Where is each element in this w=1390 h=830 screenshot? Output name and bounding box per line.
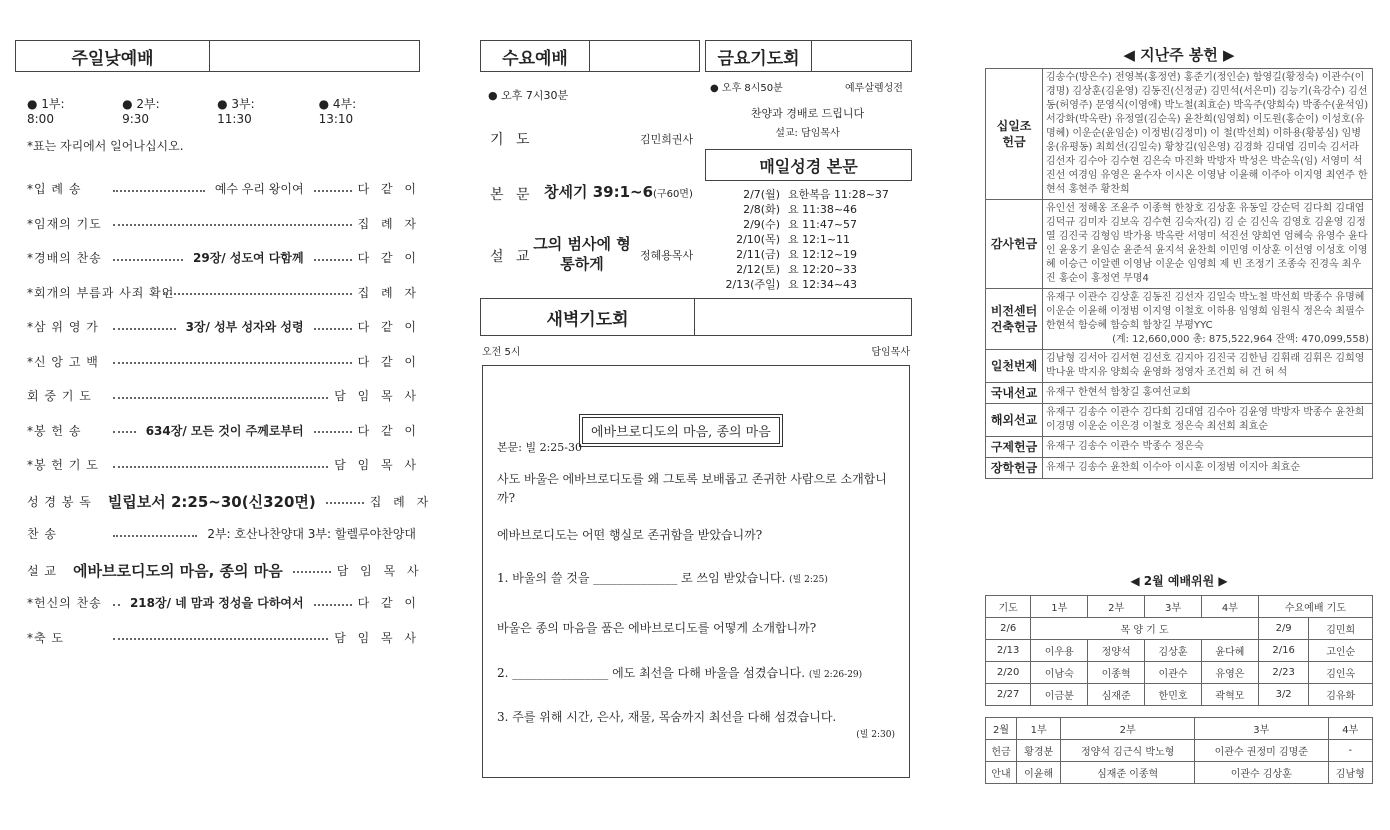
- offering-head: 감사헌금: [986, 200, 1043, 289]
- study-a3-ref: (빌 2:30): [856, 730, 895, 740]
- order-row: [27, 249, 420, 266]
- bible-day: 2/9(수): [743, 218, 780, 231]
- offering-names: 김송수(방은수) 전영복(홍정연) 홍준기(정인순) 함영길(황정숙) 이관수(이경명) 김상훈(김윤영) 김동진(신정균) 김민석(서은미) 김능기(육강수) 김선동(허영주) 문영식(이영애) 박노철(최효순) 박옥주(양희숙) 박종수(윤석임) 서강화(박옥란) 유정열(김순옥) 윤찬희(임영희) 이도원(홍순이) 이성호(유명혜) 이운순(윤임순) 이정범(김정미) 이 철(박선희) 이하용(황봉심) 임병웅(유평동) 최희선(김일숙) 황창길(임은영) 김경화 김대엽 김미숙 김서라 김선자 김수아 김수현 김은숙 마진화 박방자 박성은 박순옥(임) 서영미 석진선 여경임 유영은 윤수자 이시온 이영남 이윤해 이주아 이지영 최연주 한현석 홍현주 황찬희: [1043, 69, 1373, 200]
- dawn-leader: 담임목사: [871, 347, 910, 358]
- text-ref: 창세기 39:1~6(구60면): [544, 183, 693, 201]
- order-content: 빌립보서 2:25~30(신320면): [107, 492, 316, 511]
- duty-head-cell: 2월: [986, 718, 1017, 740]
- duty-cell: 이관수 권정미 김명준: [1194, 740, 1328, 762]
- leader-dots: [314, 186, 352, 192]
- duty-cell: 이관수 김상훈: [1194, 762, 1328, 784]
- study-q1: 사도 바울은 에바브로디도를 왜 그토록 보배롭고 존귀한 사람으로 소개합니까?: [497, 472, 887, 505]
- committee-cell: 2/23: [1258, 662, 1309, 684]
- committee-head-cell: 3부: [1145, 596, 1202, 618]
- duty-cell: 황경분: [1016, 740, 1060, 762]
- committee-cell: 목 양 기 도: [1031, 618, 1259, 640]
- order-content: 에바브로디도의 마음, 종의 마음: [73, 561, 283, 580]
- order-row: [27, 491, 433, 512]
- committee-row: [986, 662, 1373, 684]
- bible-day: 2/7(월): [743, 188, 780, 201]
- friday-title: 금요기도회: [706, 41, 812, 71]
- committee-head-cell: 4부: [1201, 596, 1258, 618]
- duty-head-cell: 2부: [1061, 718, 1195, 740]
- sunday-title: 주일낮예배: [16, 41, 210, 71]
- offering-table: [985, 68, 1373, 479]
- sermon-by: 정혜용목사: [640, 249, 694, 262]
- committee-header: [986, 596, 1373, 618]
- order-row: [27, 629, 420, 646]
- time-1: ● 1부: 8:00: [27, 97, 65, 126]
- leader-dots: [113, 358, 352, 364]
- offering-row: [986, 383, 1373, 404]
- order-leader: 담 임 목 사: [334, 458, 420, 472]
- dawn-time: 오전 5시: [482, 347, 521, 358]
- duty-head-cell: 1부: [1016, 718, 1060, 740]
- sunday-title-box: [15, 40, 420, 72]
- committee-row: [986, 618, 1373, 640]
- duty-head-cell: 3부: [1194, 718, 1328, 740]
- committee-cell: 윤다혜: [1201, 640, 1258, 662]
- daily-bible-title: 매일성경 본문: [705, 149, 912, 181]
- offering-row: [986, 437, 1373, 458]
- committee-cell: 이관수: [1145, 662, 1202, 684]
- offering-names: 유재구 김송수 이관수 김다희 김대엽 김수아 김윤영 박방자 박종수 윤찬희 이경명 이운순 이은경 이철호 정은숙 최선희 최효순: [1043, 404, 1373, 437]
- committee-cell: 2/13: [986, 640, 1031, 662]
- order-row: [27, 560, 423, 581]
- committee-row: [986, 684, 1373, 706]
- order-row: [27, 318, 420, 335]
- bible-day: 2/10(목): [736, 233, 780, 246]
- committee-table: [985, 595, 1373, 706]
- sermon-label: 설 교: [490, 249, 534, 265]
- duty-cell: 심재준 이종혁: [1061, 762, 1195, 784]
- order-leader: 다 같 이: [357, 596, 420, 610]
- friday-time: ● 오후 8시50분: [710, 83, 783, 94]
- study-box: [482, 365, 910, 778]
- study-ref: 본문: 빌 2:25-30: [497, 441, 582, 454]
- order-name: *봉 헌 기 도: [27, 458, 99, 472]
- study-title: 에바브로디도의 마음, 종의 마음: [582, 417, 780, 444]
- committee-cell: 2/20: [986, 662, 1031, 684]
- prayer-label: 기 도: [490, 132, 534, 148]
- offering-row: [986, 404, 1373, 437]
- committee-cell: 2/16: [1258, 640, 1309, 662]
- leader-dots: [113, 393, 328, 399]
- duty-head-cell: 4부: [1328, 718, 1372, 740]
- bible-day: 2/12(토): [736, 263, 780, 276]
- friday-title-box: [705, 40, 912, 72]
- order-row: [27, 284, 420, 301]
- committee-head-cell: 2부: [1088, 596, 1145, 618]
- order-content: 634장/ 모든 것이 주께로부터: [145, 423, 304, 438]
- study-a3: 3. 주를 위해 시간, 은사, 재물, 목숨까지 최선을 다해 섬겼습니다.: [497, 710, 837, 724]
- leader-dots: [113, 634, 328, 640]
- order-name: 회 중 기 도: [27, 389, 92, 403]
- order-leader: 담 임 목 사: [334, 630, 420, 645]
- middle-column: [480, 0, 915, 830]
- order-row: [27, 422, 420, 439]
- leader-dots: [314, 600, 352, 606]
- order-leader: 다 같 이: [357, 320, 420, 334]
- dawn-title: 새벽기도회: [481, 299, 695, 335]
- leader-dots: [113, 186, 205, 192]
- order-content: 29장/ 성도여 다함께: [193, 251, 304, 265]
- bible-day: 2/11(금): [736, 248, 780, 261]
- friday-line2: 설교: 담임목사: [775, 128, 840, 139]
- order-leader: 집 례 자: [357, 216, 420, 231]
- order-name: 찬 송: [27, 527, 57, 541]
- committee-cell: 유영은: [1201, 662, 1258, 684]
- order-row: [27, 353, 420, 370]
- order-name: *회개의 부름과 사죄 확언: [27, 285, 175, 300]
- committee-cell: 김민희: [1309, 618, 1373, 640]
- order-leader: 담 임 목 사: [336, 563, 423, 578]
- wednesday-time: ● 오후 7시30분: [488, 89, 569, 102]
- leader-dots: [314, 255, 352, 261]
- sunday-column: [15, 0, 433, 830]
- committee-head-cell: 수요예배 기도: [1258, 596, 1372, 618]
- bible-ref: 요 11:47~57: [788, 218, 858, 231]
- order-name: *입 례 송: [27, 182, 82, 196]
- duty-row: [986, 740, 1373, 762]
- offering-row: [986, 289, 1373, 350]
- committee-cell: 3/2: [1258, 684, 1309, 706]
- offering-row: [986, 69, 1373, 200]
- committee-row: [986, 640, 1373, 662]
- bible-day: 2/13(주일): [725, 278, 780, 291]
- committee-cell: 심재준: [1088, 684, 1145, 706]
- offering-names: 유재구 이관수 김상훈 김동진 김선자 김일숙 박노철 박선희 박종수 유명혜 이운순 이윤해 이정범 이지영 이철호 이하용 임영희 임원식 정은숙 최필수 한현석 함승혜 함승희 함창길 부평YYC (계: 12,660,000 총: 875,522,964 잔액: 470,099,558): [1043, 289, 1373, 350]
- committee-title: ◀ 2월 예배위원 ▶: [1130, 574, 1228, 588]
- order-leader: 담 임 목 사: [334, 389, 420, 403]
- leader-dots: [326, 498, 364, 504]
- bible-ref: 요 12:20~33: [788, 263, 858, 276]
- leader-dots: [314, 324, 352, 330]
- offering-names: 유재구 한현석 함창길 홍여선교회: [1043, 383, 1373, 404]
- duty-cell: 이윤해: [1016, 762, 1060, 784]
- leader-dots: [113, 531, 197, 537]
- leader-dots: [113, 427, 136, 433]
- standing-note: *표는 자리에서 일어나십시오.: [27, 139, 184, 153]
- offering-names: 유재구 김송수 윤찬희 이수아 이시훈 이정범 이지아 최효순: [1043, 458, 1373, 479]
- offering-row: [986, 458, 1373, 479]
- duty-cell: -: [1328, 740, 1372, 762]
- bible-ref: 요 12:1~11: [788, 233, 851, 246]
- offering-head: 국내선교: [986, 383, 1043, 404]
- order-content: 예수 우리 왕이여: [214, 182, 304, 196]
- offering-column: [985, 0, 1375, 830]
- order-leader: 다 같 이: [357, 182, 420, 196]
- offering-head: 비전센터 건축헌금: [986, 289, 1043, 350]
- bible-ref: 요 12:34~43: [788, 278, 858, 291]
- committee-cell: 이종혁: [1088, 662, 1145, 684]
- leader-dots: [113, 462, 328, 468]
- bible-day: 2/8(화): [743, 203, 780, 216]
- friday-place: 예루살렘성전: [845, 83, 903, 94]
- committee-cell: 2/9: [1258, 618, 1309, 640]
- study-title-frame: [579, 414, 783, 447]
- leader-dots: [314, 427, 352, 433]
- offering-head: 일천번제: [986, 350, 1043, 383]
- sermon-title: 그의 범사에 형통하게: [533, 235, 631, 273]
- committee-cell: 고인순: [1309, 640, 1373, 662]
- study-a2: 2. ________________ 에도 최선을 다해 바울을 섬겼습니다. (빌 2:26-29): [497, 666, 863, 680]
- study-q2: 에바브로디도는 어떤 행실로 존귀함을 받았습니까?: [497, 528, 763, 542]
- leader-dots: [113, 255, 183, 261]
- duty-header: [986, 718, 1373, 740]
- committee-cell: 김상훈: [1145, 640, 1202, 662]
- order-row: [27, 387, 420, 404]
- order-row: [27, 180, 420, 197]
- prayer-person: 김민희권사: [640, 133, 694, 146]
- committee-cell: 2/6: [986, 618, 1031, 640]
- time-4: ● 4부: 13:10: [318, 97, 357, 126]
- committee-cell: 정양석: [1088, 640, 1145, 662]
- committee-cell: 곽혁모: [1201, 684, 1258, 706]
- offering-head: 장학헌금: [986, 458, 1043, 479]
- offering-head: 십일조 헌금: [986, 69, 1043, 200]
- bible-ref: 요한복음 11:28~37: [788, 188, 889, 201]
- offering-row: [986, 200, 1373, 289]
- committee-cell: 김유화: [1309, 684, 1373, 706]
- bible-ref: 요 11:38~46: [788, 203, 858, 216]
- committee-cell: 2/27: [986, 684, 1031, 706]
- committee-cell: 이금분: [1031, 684, 1088, 706]
- order-leader: 다 같 이: [357, 354, 420, 369]
- duty-row: [986, 762, 1373, 784]
- dawn-title-box: [480, 298, 912, 336]
- committee-cell: 이남숙: [1031, 662, 1088, 684]
- offering-row: [986, 350, 1373, 383]
- duty-cell: 안내: [986, 762, 1017, 784]
- sunday-times: [27, 95, 420, 126]
- friday-line1: 찬양과 경배로 드립니다: [750, 107, 865, 120]
- order-content: 3장/ 성부 성자와 성령: [185, 320, 304, 334]
- order-name: *봉 헌 송: [27, 423, 82, 438]
- order-leader: 집 례 자: [369, 494, 433, 509]
- offering-names: 김남형 김서아 김서현 김선호 김지아 김진국 김한님 김휘래 김휘은 김희영 박나윤 박지유 양희숙 윤영화 정영자 조건희 허 건 허 석: [1043, 350, 1373, 383]
- offering-head: 구제헌금: [986, 437, 1043, 458]
- text-label: 본 문: [490, 187, 534, 203]
- wednesday-title-box: [480, 40, 700, 72]
- bible-ref: 요 12:12~19: [788, 248, 858, 261]
- order-row: [27, 525, 420, 542]
- order-row: [27, 594, 420, 611]
- order-leader: 다 같 이: [357, 423, 420, 438]
- leader-dots: [163, 289, 352, 295]
- study-a1: 1. 바울의 쓸 것을 ______________ 로 쓰임 받았습니다. (빌 2:25): [497, 571, 828, 585]
- committee-cell: 이우용: [1031, 640, 1088, 662]
- duty-table: [985, 717, 1373, 784]
- order-name: *헌신의 찬송: [27, 596, 102, 610]
- committee-head-cell: 1부: [1031, 596, 1088, 618]
- leader-dots: [293, 567, 331, 573]
- time-2: ● 2부: 9:30: [122, 97, 160, 126]
- duty-cell: 정양석 김근식 박노형: [1061, 740, 1195, 762]
- time-3: ● 3부: 11:30: [217, 97, 255, 126]
- order-name: *축 도: [27, 630, 64, 645]
- leader-dots: [113, 220, 352, 226]
- committee-cell: 한민호: [1145, 684, 1202, 706]
- order-leader: 다 같 이: [357, 251, 420, 265]
- committee-cell: 김인옥: [1309, 662, 1373, 684]
- building-fund-total: (계: 12,660,000 총: 875,522,964 잔액: 470,099,558): [1112, 334, 1369, 345]
- leader-dots: [113, 600, 120, 606]
- study-q3: 바울은 종의 마음을 품은 에바브로디도를 어떻게 소개합니까?: [497, 621, 817, 635]
- order-content: 218장/ 네 맘과 정성을 다하여서: [129, 596, 304, 610]
- offering-names: 유재구 김송수 이관수 박종수 정은숙: [1043, 437, 1373, 458]
- order-row: [27, 456, 420, 473]
- leader-dots: [113, 324, 176, 330]
- duty-cell: 김남형: [1328, 762, 1372, 784]
- order-name: *삼 위 영 가: [27, 320, 99, 334]
- order-name: *신 앙 고 백: [27, 354, 99, 369]
- order-leader: 집 례 자: [357, 285, 420, 300]
- order-content: 2부: 호산나찬양대 3부: 할렐루야찬양대: [207, 527, 416, 541]
- offering-names: 유인선 정해옹 조윤주 이종혁 한창호 김상훈 유동일 강순덕 김다희 김대엽 김덕규 김미자 김보옥 김수현 김숙자(김) 김 순 김신옥 김영호 김윤영 김정열 김진국 김형임 박가용 박옥란 서영미 석진선 양희연 엄혜숙 유영수 윤다인 윤옹기 윤임순 윤준석 윤지석 윤찬희 이민영 이상훈 이선영 이성호 이영혜 이승근 이알렌 이영남 이운순 임영희 제 빈 조정기 조종숙 진경옥 최우진 홍순이 홍정연 무명4: [1043, 200, 1373, 289]
- wednesday-title: 수요예배: [481, 41, 590, 71]
- order-name: 설 교: [27, 563, 57, 578]
- committee-head-cell: 기도: [986, 596, 1031, 618]
- order-name: 성 경 봉 독: [27, 494, 92, 509]
- offering-title: ◀ 지난주 봉헌 ▶: [1123, 46, 1235, 64]
- offering-head: 해외선교: [986, 404, 1043, 437]
- order-name: *임재의 기도: [27, 216, 102, 231]
- duty-cell: 헌금: [986, 740, 1017, 762]
- order-row: [27, 215, 420, 232]
- order-name: *경배의 찬송: [27, 251, 102, 265]
